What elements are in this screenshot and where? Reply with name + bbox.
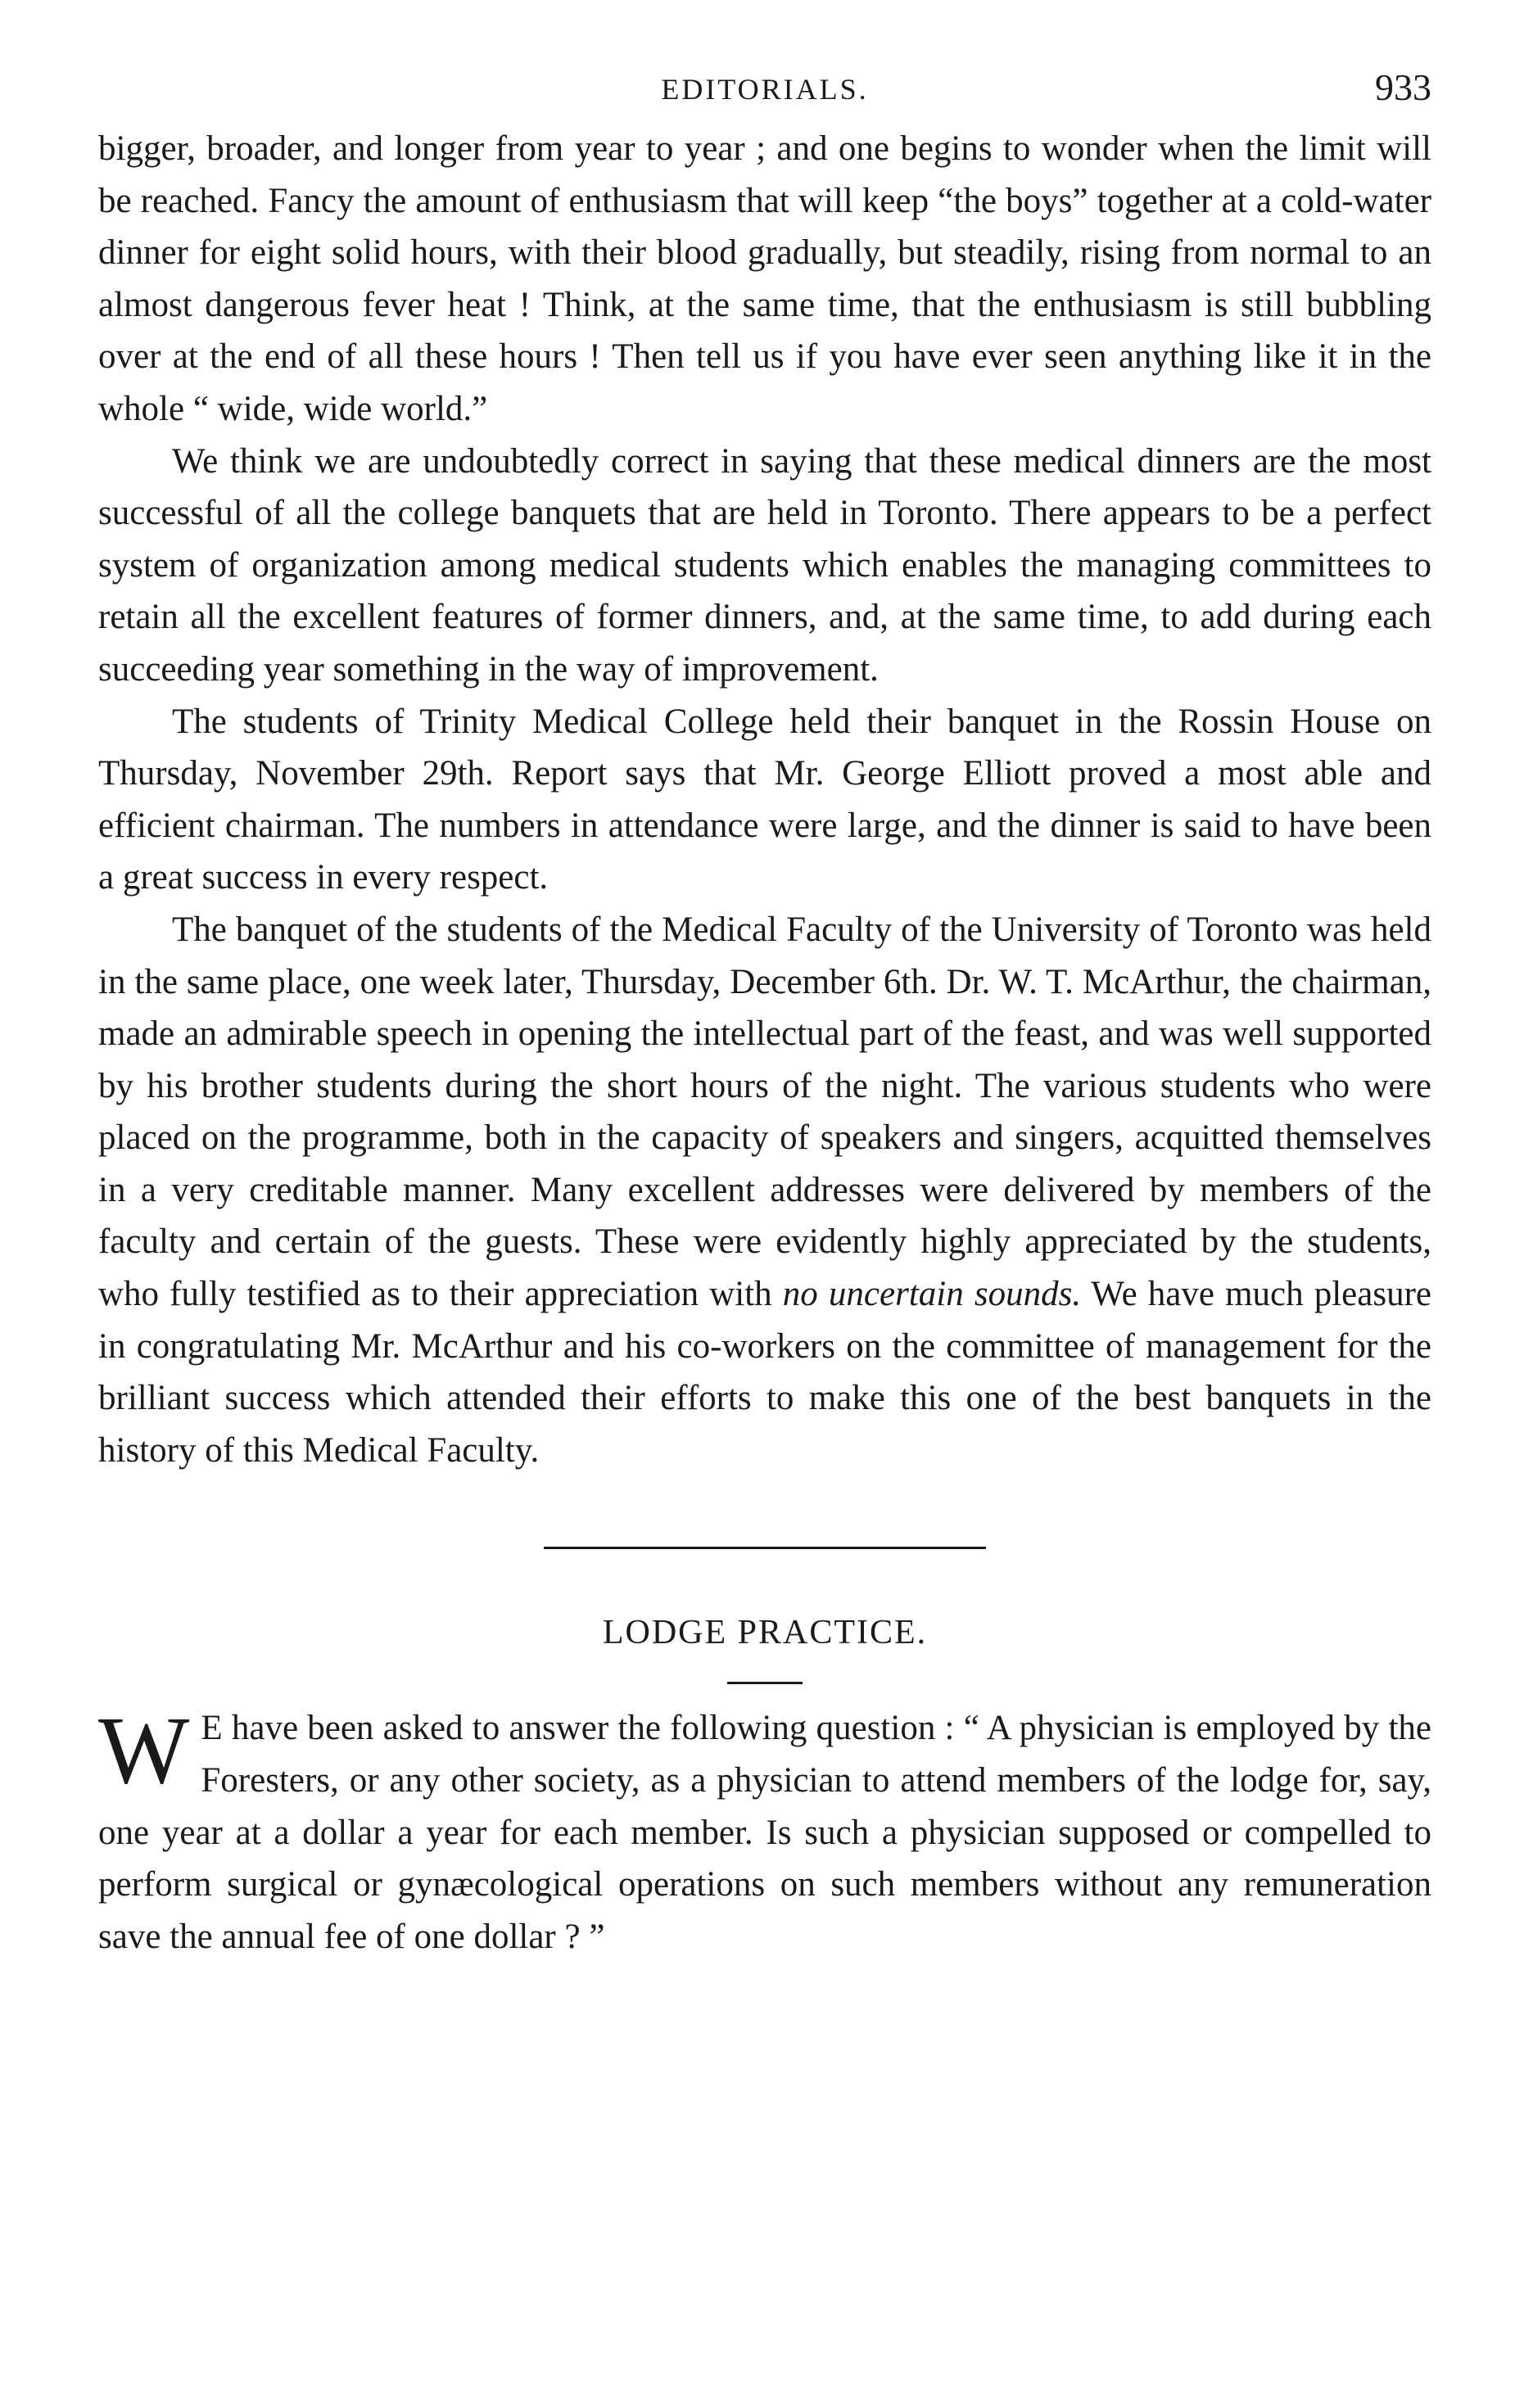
italic-phrase: no uncertain sounds. <box>782 1275 1082 1314</box>
section-title: LODGE PRACTICE. <box>602 1614 928 1652</box>
lodge-paragraph <box>98 1696 1431 1963</box>
drop-cap: W <box>98 1696 190 1805</box>
paragraph-continuation: bigger, broader, and longer from year to year ; and one begins to wonder when the limit will be reached. Fancy the amount of enthusiasm that will keep “the boys” together at a cold-water dinner for eight solid hours, with their blood gradually, but steadily, rising from normal to an almost dangerous fever heat ! Think, at the same time, that the enthusiasm is still bubbling over at the end of all these hours ! Then tell us if you have ever seen anything like it in the whole “ wide, wide world.” <box>98 129 1431 428</box>
lodge-text: E have been asked to answer the following question : “ A physician is employed by the Foresters, or any other society, as a physician to attend members of the lodge for, say, one year at a dollar a year for each member. Is such a physician supposed or compelled to perform surgical or gynæcological operations on such members without any remuneration save the annual fee of one dollar ? ” <box>98 1709 1431 1956</box>
page-number: 933 <box>1375 66 1431 108</box>
running-head <box>98 66 1431 123</box>
running-title: EDITORIALS. <box>661 73 869 106</box>
paragraph-medical-dinners: We think we are undoubtedly correct in saying that these medical dinners are the most successful of all the college banquets that are held in Toronto. There appears to be a perfect system of organization among medical students which enables the managing committees to retain all the excellent features of former dinners, and, at the same time, to add during each succeeding year something in the way of improvement. <box>98 441 1431 689</box>
page <box>98 66 1431 1963</box>
paragraph-text: We have much pleasure in congratulating Mr. McArthur and his co-workers on the committee of management for the brilliant success which attended their efforts to make this one of the best banquets in the history of this Medical Faculty. <box>98 1275 1431 1470</box>
lodge-practice-body <box>98 1696 1431 1963</box>
paragraph-trinity-banquet: The students of Trinity Medical College held their banquet in the Rossin House on Thursday, November 29th. Report says that Mr. George Elliott proved a most able and efficient chairman. The numbers in attendance were large, and the dinner is said to have been a great success in every respect. <box>98 702 1431 897</box>
paragraph-text: The banquet of the students of the Medical Faculty of the University of Toronto was held in the same place, one week later, Thursday, December 6th. Dr. W. T. McArthur, the chairman, made an admirable speech in opening the intellectual part of the feast, and was well supported by his brother students during the short hours of the night. The various students who were placed on the programme, both in the capacity of speakers and singers, acquitted themselves in a very creditable manner. Many excellent addresses were delivered by members of the faculty and certain of the guests. These were evidently highly appreciated by the students, who fully testified as to their appreciation with <box>98 910 1431 1314</box>
paragraph-university-banquet <box>98 904 1431 1477</box>
title-rule <box>727 1682 803 1684</box>
editorial-body <box>98 123 1431 1476</box>
section-divider <box>544 1547 986 1549</box>
